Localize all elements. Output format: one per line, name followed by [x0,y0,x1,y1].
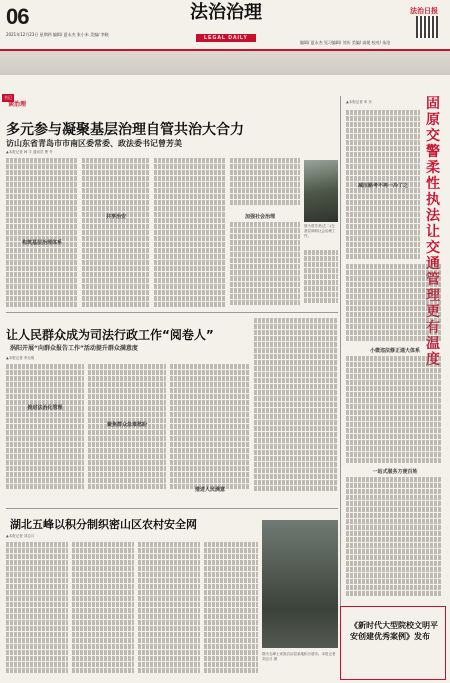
article2-col1 [6,364,84,494]
article2-subhead2: 聚焦群众急难愁盼 [106,422,147,428]
section-category: 谈治理 [8,101,27,108]
sidebar-col2 [346,264,442,344]
article1-col2 [82,158,150,308]
article1-photo-caption: 图为曾芳美(左二)在基层调研社会治理工作。 [304,224,336,238]
sidebar-byline: ▲本报记者 申 东 [346,100,372,104]
page-date-info: 2021年12月23日 星期四 编辑/ 夏永杰 张小米 美编/ 李晓 [6,32,109,37]
article1-col3 [154,158,226,308]
qr-code-icon [416,16,438,38]
article2-col4 [254,318,338,494]
article2-col2 [88,364,166,494]
article1-subhead2: 共享治安 [105,214,126,220]
article1-subhead3: 加强社会治理 [244,214,275,220]
article1-col1 [6,158,78,308]
article3-byline: ▲本报记者 刘志月 [6,534,35,538]
article3-title: 湖北五峰以积分制织密山区农村安全网 [10,518,197,531]
sidebar-col3 [346,356,442,466]
newspaper-logo: 法治日报 [410,6,438,15]
article3-col3 [138,542,200,678]
sidebar-box-title: 《新时代大型院校文明平安创建优秀案例》发布 [350,621,438,641]
article1-subhead1: 构筑基层治理体系 [21,240,62,246]
article2-subhead1: 推进法治化管理 [27,405,63,411]
editor-info: 编辑/ 夏永杰 见习编辑/ 刘庆 美编/ 高媛 校对/ 朱沧 [300,40,391,45]
article1-title: 多元参与凝聚基层治理自管共治大合力 [6,122,244,138]
section-divider-2 [6,508,338,509]
section-label: 书记 [4,95,12,100]
section-divider-1 [6,312,338,313]
article1-subtitle: 访山东省青岛市市南区委常委、政法委书记曾芳美 [6,139,182,148]
article1-photo [304,160,338,222]
article3-col2 [72,542,134,678]
masthead-title: 法治治理 [190,2,262,23]
sidebar-divider [340,96,341,676]
article1-col5 [304,250,338,308]
article3-col1 [6,542,68,678]
article2-byline: ▲本报记者 李光明 [6,356,35,360]
article3-col4 [204,542,258,678]
masthead-subtitle: LEGAL DAILY [196,34,256,42]
page-number: 06 [6,4,29,29]
article2-title: 让人民群众成为司法行政工作“阅卷人” [6,328,214,342]
sidebar-subhead1: 减压路考不再一冷了之 [357,183,408,189]
article2-subhead3: 推进人民满意 [194,487,225,493]
article1-col4-bottom [230,222,300,308]
article1-col4-top [230,158,300,210]
article3-photo-caption: 图为五峰土家族自治县某地积分超市。本报记者 刘志月 摄 [262,652,336,661]
article2-col3 [170,364,250,494]
sidebar-vertical-title: 固原交警柔性执法让交通管理更有温度 [426,96,440,368]
article1-byline: ▲本报记者 韩 宇 通讯员 曹 升 [6,150,53,154]
article2-subtitle: 涡阳开展“向群众报告工作”活动提升群众满意度 [10,345,138,352]
article3-photo [262,520,338,648]
masthead [166,2,286,48]
sidebar-col4 [346,477,442,601]
sidebar-boxed-item [340,606,446,680]
skyline-banner [0,51,450,75]
sidebar-subhead2: 小微违法修正通大体系 [369,348,420,354]
sidebar-subhead3: 一站式服务方便百姓 [372,469,418,475]
